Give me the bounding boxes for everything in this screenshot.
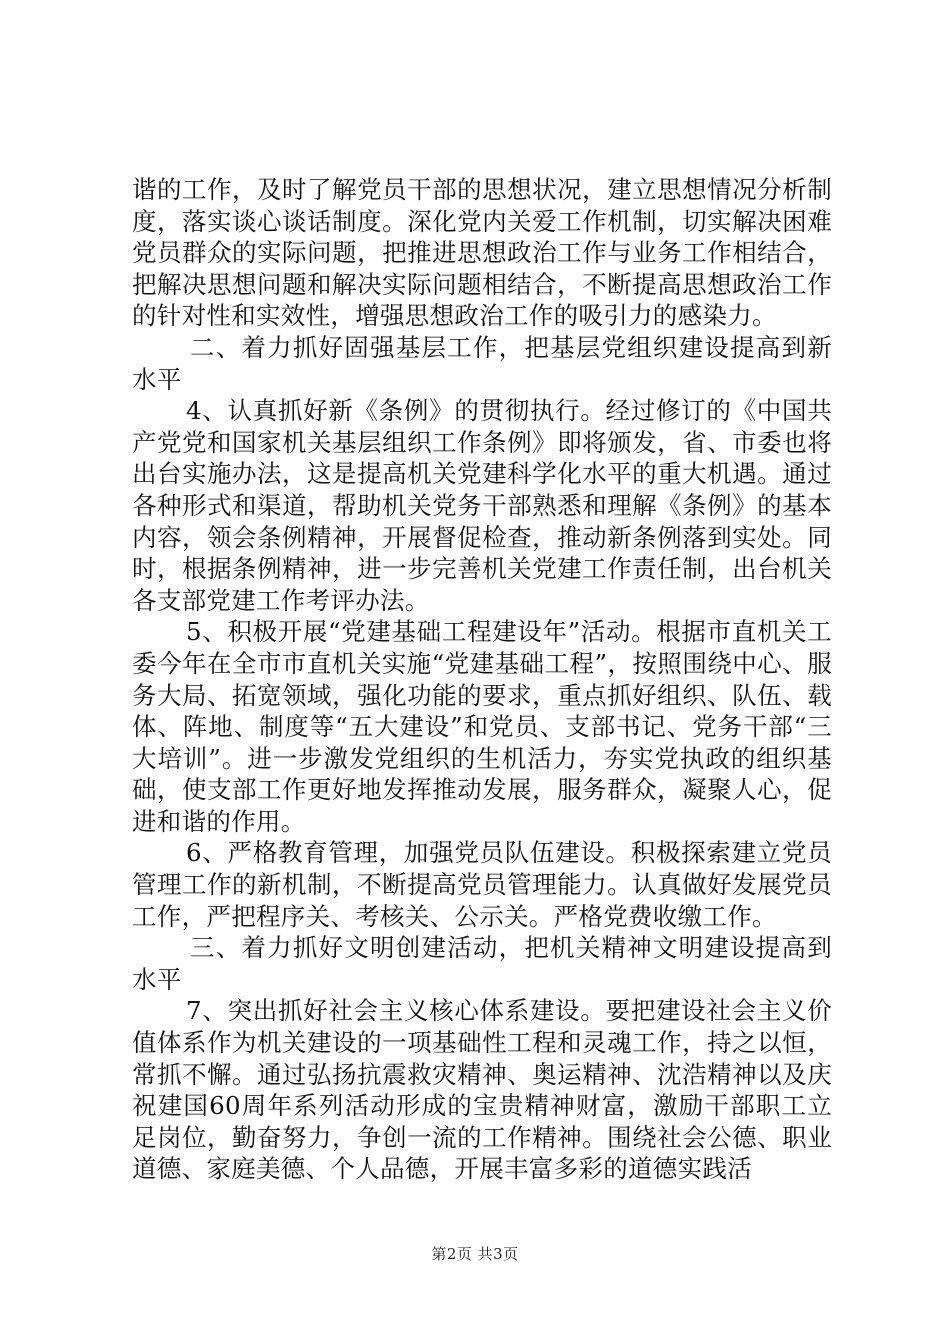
section-heading-3: 三、着力抓好文明创建活动，把机关精神文明建设提高到水平 (132, 933, 832, 994)
paragraph-item-7: 7、突出抓好社会主义核心体系建设。要把建设社会主义价值体系作为机关建设的一项基础性工程和灵魂工作，持之以恒，常抓不懈。通过弘扬抗震救灾精神、奥运精神、沈浩精神以及庆祝建国60周年系列活动形成的宝贵精神财富，激励干部职工立足岗位，勤奋努力，争创一流的工作精神。围绕社会公德、职业道德、家庭美德、个人品德，开展丰富多彩的道德实践活 (132, 996, 832, 1184)
document-body (132, 174, 832, 1185)
paragraph-item-6: 6、严格教育管理，加强党员队伍建设。积极探索建立党员管理工作的新机制，不断提高党员管理能力。认真做好发展党员工作，严把程序关、考核关、公示关。严格党费收缴工作。 (132, 838, 832, 931)
page-number-footer: 第2页 共3页 (431, 1245, 519, 1263)
paragraph-item-5: 5、积极开展“党建基础工程建设年”活动。根据市直机关工委今年在全市市直机关实施“党建基础工程”，按照围绕中心、服务大局、拓宽领域，强化功能的要求，重点抓好组织、队伍、载体、阵地、制度等“五大建设”和党员、支部书记、党务干部“三大培训”。进一步激发党组织的生机活力，夯实党执政的组织基础，使支部工作更好地发挥推动发展，服务群众，凝聚人心，促进和谐的作用。 (132, 617, 832, 836)
section-heading-2: 二、着力抓好固强基层工作，把基层党组织建设提高到新水平 (132, 332, 832, 394)
paragraph-item-4: 4、认真抓好新《条例》的贯彻执行。经过修订的《中国共产党党和国家机关基层组织工作条例》即将颁发，省、市委也将出台实施办法，这是提高机关党建科学化水平的重大机遇。通过各种形式和渠道，帮助机关党务干部熟悉和理解《条例》的基本内容，领会条例精神，开展督促检查，推动新条例落到实处。同时，根据条例精神，进一步完善机关党建工作责任制，出台机关各支部党建工作考评办法。 (132, 396, 832, 615)
paragraph-continuation: 谐的工作，及时了解党员干部的思想状况，建立思想情况分析制度，落实谈心谈话制度。深化党内关爱工作机制，切实解决困难党员群众的实际问题，把推进思想政治工作与业务工作相结合，把解决思想问题和解决实际问题相结合，不断提高思想政治工作的针对性和实效性，增强思想政治工作的吸引力的感染力。 (132, 175, 832, 331)
